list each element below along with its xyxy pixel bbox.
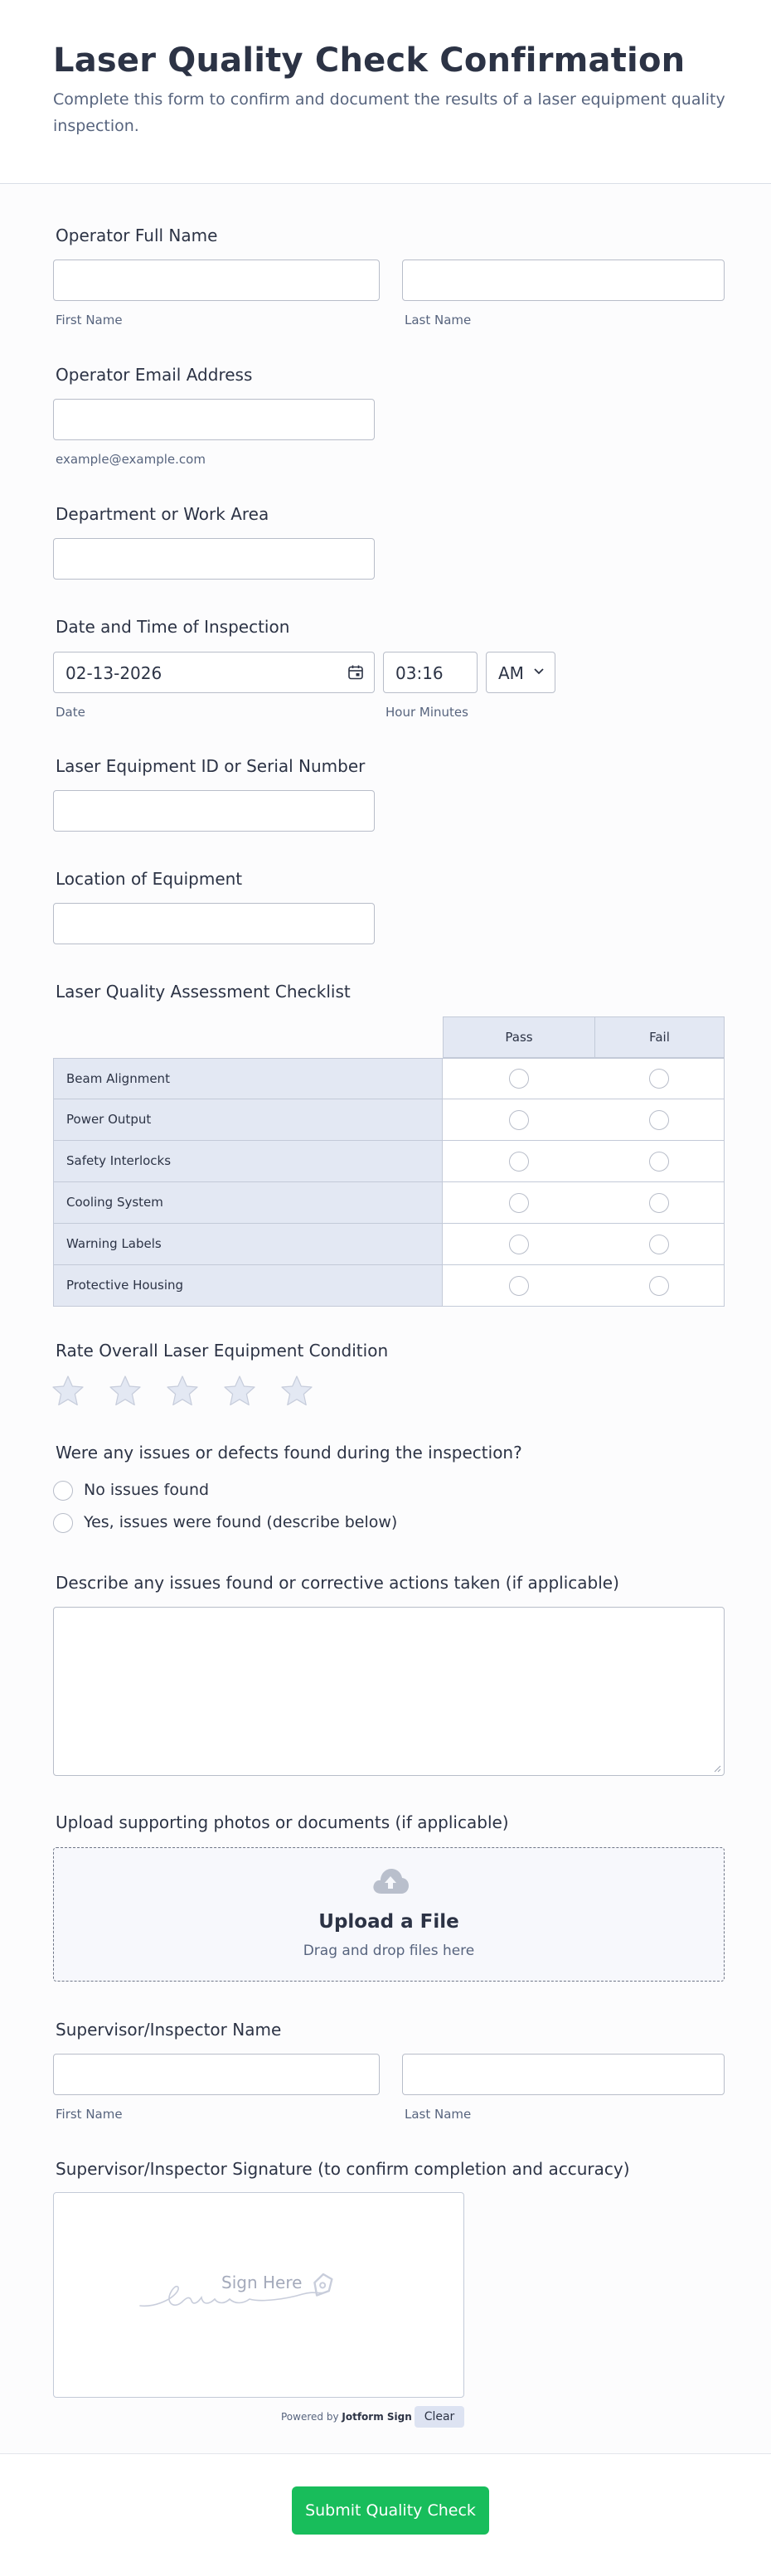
- operator-first-name-input[interactable]: [53, 260, 380, 301]
- issues-description-label: Describe any issues found or corrective actions taken (if applicable): [56, 1573, 619, 1593]
- date-sublabel: Date: [56, 705, 85, 720]
- supervisor-last-name-sublabel: Last Name: [405, 2107, 472, 2122]
- matrix-cell: [594, 1224, 725, 1265]
- matrix-radio[interactable]: [649, 1276, 669, 1296]
- matrix-radio[interactable]: [509, 1152, 529, 1172]
- matrix-row-label: [53, 1099, 443, 1141]
- powered-by: [281, 2411, 412, 2423]
- datetime-label: Date and Time of Inspection: [56, 617, 290, 637]
- file-upload-dropzone[interactable]: [53, 1847, 725, 1982]
- matrix-cell: [443, 1265, 595, 1307]
- matrix-row-text: Protective Housing: [66, 1278, 184, 1293]
- matrix-radio[interactable]: [509, 1110, 529, 1130]
- matrix-column-label: Pass: [505, 1030, 533, 1045]
- star-icon[interactable]: [222, 1374, 257, 1409]
- matrix-cell: [443, 1099, 595, 1141]
- matrix-radio[interactable]: [509, 1069, 529, 1089]
- operator-email-sublabel: example@example.com: [56, 452, 206, 467]
- matrix-row-label: [53, 1182, 443, 1224]
- radio-circle[interactable]: [53, 1481, 73, 1501]
- submit-button[interactable]: Submit Quality Check: [292, 2486, 489, 2535]
- resize-handle-icon[interactable]: [714, 1765, 721, 1773]
- location-input[interactable]: [53, 903, 375, 944]
- operator-name-label: Operator Full Name: [56, 226, 218, 245]
- form-title: Laser Quality Check Confirmation: [53, 41, 686, 80]
- ampm-value: AM: [498, 663, 524, 683]
- issues-description-textarea[interactable]: [53, 1607, 725, 1776]
- matrix-radio[interactable]: [509, 1276, 529, 1296]
- matrix-cell: [443, 1224, 595, 1265]
- radio-circle[interactable]: [53, 1513, 73, 1533]
- supervisor-first-name-sublabel: First Name: [56, 2107, 123, 2122]
- matrix-cell: [443, 1141, 595, 1182]
- signature-pad[interactable]: [53, 2192, 464, 2398]
- upload-hint: Drag and drop files here: [303, 1943, 475, 1959]
- form-description: Complete this form to confirm and document the results of a laser equipment quality inspection.: [53, 90, 725, 135]
- operator-email-input[interactable]: [53, 399, 375, 440]
- signature-label: Supervisor/Inspector Signature (to confirm completion and accuracy): [56, 2159, 630, 2179]
- matrix-radio[interactable]: [509, 1193, 529, 1213]
- operator-email-label: Operator Email Address: [56, 365, 253, 385]
- calendar-icon[interactable]: [347, 664, 364, 681]
- matrix-row-label: [53, 1141, 443, 1182]
- matrix-cell: [594, 1058, 725, 1099]
- upload-label: Upload supporting photos or documents (if applicable): [56, 1812, 509, 1832]
- department-input[interactable]: [53, 538, 375, 580]
- date-value: 02-13-2026: [65, 663, 162, 683]
- matrix-row-text: Power Output: [66, 1112, 152, 1127]
- matrix-row-text: Warning Labels: [66, 1236, 162, 1251]
- matrix-radio[interactable]: [649, 1069, 669, 1089]
- matrix-column-label: Fail: [649, 1030, 670, 1045]
- operator-last-name-input[interactable]: [402, 260, 725, 301]
- location-label: Location of Equipment: [56, 869, 243, 889]
- star-icon[interactable]: [51, 1374, 85, 1409]
- time-value: 03:16: [395, 663, 444, 683]
- supervisor-name-label: Supervisor/Inspector Name: [56, 2020, 282, 2040]
- operator-last-name-sublabel: Last Name: [405, 313, 472, 327]
- time-input[interactable]: [383, 652, 478, 693]
- supervisor-last-name-input[interactable]: [402, 2054, 725, 2095]
- equipment-id-label: Laser Equipment ID or Serial Number: [56, 756, 366, 776]
- chevron-down-icon: [533, 667, 545, 676]
- powered-by-brand: Jotform Sign: [342, 2411, 412, 2423]
- matrix-row-label: [53, 1265, 443, 1307]
- matrix-radio[interactable]: [649, 1152, 669, 1172]
- matrix-cell: [594, 1141, 725, 1182]
- matrix-cell: [443, 1182, 595, 1224]
- matrix-cell: [594, 1265, 725, 1307]
- time-sublabel: Hour Minutes: [386, 705, 468, 720]
- ampm-select[interactable]: [486, 652, 555, 693]
- matrix-cell: [443, 1058, 595, 1099]
- matrix-radio[interactable]: [649, 1110, 669, 1130]
- matrix-row-text: Safety Interlocks: [66, 1153, 172, 1168]
- cloud-upload-icon: [371, 1866, 410, 1896]
- date-input[interactable]: [53, 652, 375, 693]
- matrix-header-pass: [443, 1016, 595, 1058]
- signature-placeholder: Sign Here: [221, 2273, 303, 2292]
- rating-label: Rate Overall Laser Equipment Condition: [56, 1341, 389, 1361]
- clear-signature-button[interactable]: Clear: [415, 2406, 464, 2428]
- star-icon[interactable]: [108, 1374, 143, 1409]
- supervisor-first-name-input[interactable]: [53, 2054, 380, 2095]
- checklist-label: Laser Quality Assessment Checklist: [56, 982, 351, 1002]
- matrix-radio[interactable]: [509, 1235, 529, 1254]
- upload-title: Upload a File: [318, 1911, 459, 1933]
- form-header: [0, 0, 771, 184]
- star-icon[interactable]: [165, 1374, 200, 1409]
- star-icon[interactable]: [279, 1374, 314, 1409]
- matrix-row-label: [53, 1058, 443, 1099]
- matrix-radio[interactable]: [649, 1235, 669, 1254]
- matrix-row-label: [53, 1224, 443, 1265]
- issues-found-label: Were any issues or defects found during the inspection?: [56, 1443, 522, 1463]
- operator-first-name-sublabel: First Name: [56, 313, 123, 327]
- equipment-id-input[interactable]: [53, 790, 375, 832]
- matrix-cell: [594, 1182, 725, 1224]
- radio-option-label: Yes, issues were found (describe below): [84, 1513, 398, 1531]
- matrix-radio[interactable]: [649, 1193, 669, 1213]
- matrix-row-text: Cooling System: [66, 1195, 163, 1210]
- matrix-header-fail: [594, 1016, 725, 1058]
- department-label: Department or Work Area: [56, 504, 269, 524]
- matrix-row-text: Beam Alignment: [66, 1071, 170, 1086]
- radio-option-label: No issues found: [84, 1481, 210, 1499]
- matrix-cell: [594, 1099, 725, 1141]
- powered-by-prefix: Powered by: [281, 2411, 339, 2423]
